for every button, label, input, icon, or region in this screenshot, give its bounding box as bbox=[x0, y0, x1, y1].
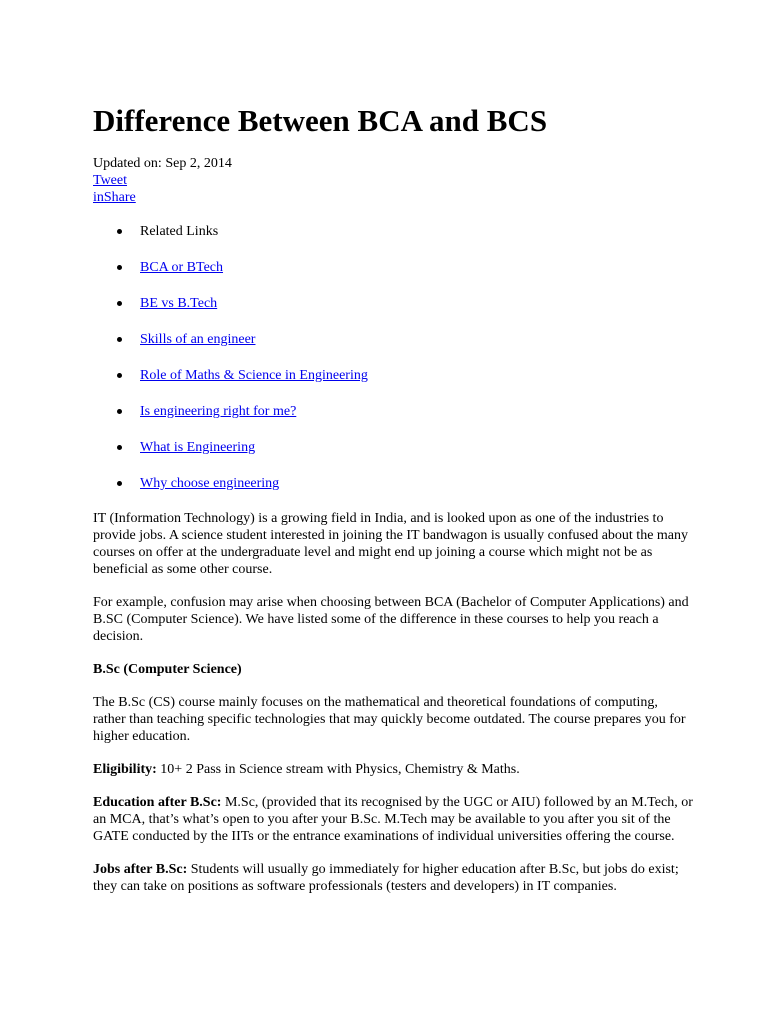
jobs-label: Jobs after B.Sc: bbox=[93, 862, 188, 877]
example-paragraph: For example, confusion may arise when choosing between BCA (Bachelor of Computer Applications) and B.SC (Computer Science). We have listed some of the difference in these courses to help you reach a decision. bbox=[93, 595, 689, 644]
related-link-what-is-engineering[interactable]: What is Engineering bbox=[140, 440, 256, 455]
bullet-icon bbox=[117, 481, 122, 486]
bullet-icon bbox=[117, 337, 122, 342]
related-link-be-vs-btech[interactable]: BE vs B.Tech bbox=[140, 296, 218, 311]
education-label: Education after B.Sc: bbox=[93, 795, 222, 810]
related-link-skills-of-engineer[interactable]: Skills of an engineer bbox=[140, 332, 256, 347]
list-item bbox=[93, 294, 368, 330]
related-links-heading: Related Links bbox=[140, 224, 219, 239]
article-meta bbox=[93, 155, 232, 206]
list-item bbox=[93, 330, 368, 366]
related-link-bca-or-btech[interactable]: BCA or BTech bbox=[140, 260, 224, 275]
eligibility-label: Eligibility: bbox=[93, 762, 157, 777]
intro-paragraph: IT (Information Technology) is a growing field in India, and is looked upon as one of the industries to provide jobs. A science student interested in joining the IT bandwagon is usually confused about the many courses on offer at the undergraduate level and might end up joining a course which might not be as beneficial as some other course. bbox=[93, 511, 689, 577]
jobs-text: Students will usually go immediately for higher education after B.Sc, but jobs do exist; they can take on positions as software professionals (testers and developers) in IT companies. bbox=[93, 862, 679, 894]
education-paragraph bbox=[93, 794, 693, 845]
list-item bbox=[93, 438, 368, 474]
bsc-heading: B.Sc (Computer Science) bbox=[93, 662, 242, 677]
related-link-is-engineering-right[interactable]: Is engineering right for me? bbox=[140, 404, 297, 419]
eligibility-text: 10+ 2 Pass in Science stream with Physics, Chemistry & Maths. bbox=[156, 762, 520, 777]
bullet-icon bbox=[117, 373, 122, 378]
bullet-icon bbox=[117, 409, 122, 414]
bullet-icon bbox=[117, 301, 122, 306]
bsc-description: The B.Sc (CS) course mainly focuses on the mathematical and theoretical foundations of computing, rather than teaching specific technologies that may quickly become outdated. The course prepares you for higher education. bbox=[93, 695, 686, 744]
article-body bbox=[93, 510, 693, 911]
page-title: Difference Between BCA and BCS bbox=[93, 103, 548, 138]
bullet-icon bbox=[117, 229, 122, 234]
list-item bbox=[93, 366, 368, 402]
inshare-link[interactable]: inShare bbox=[93, 190, 136, 205]
related-links-list bbox=[93, 222, 368, 510]
jobs-paragraph bbox=[93, 861, 693, 895]
related-link-role-of-maths-science[interactable]: Role of Maths & Science in Engineering bbox=[140, 368, 368, 383]
list-item bbox=[93, 258, 368, 294]
list-item bbox=[93, 222, 368, 258]
updated-date: Updated on: Sep 2, 2014 bbox=[93, 156, 232, 171]
list-item bbox=[93, 402, 368, 438]
eligibility-paragraph bbox=[93, 761, 693, 778]
list-item bbox=[93, 474, 368, 510]
education-text: M.Sc, (provided that its recognised by the UGC or AIU) followed by an M.Tech, or an MCA, that’s what’s open to you after your B.Sc. M.Tech may be available to you after you sit of the GATE conducted by the IITs or the entrance examinations of individual universities offering the course. bbox=[93, 795, 693, 844]
bullet-icon bbox=[117, 265, 122, 270]
related-link-why-choose-engineering[interactable]: Why choose engineering bbox=[140, 476, 280, 491]
bullet-icon bbox=[117, 445, 122, 450]
tweet-link[interactable]: Tweet bbox=[93, 173, 128, 188]
